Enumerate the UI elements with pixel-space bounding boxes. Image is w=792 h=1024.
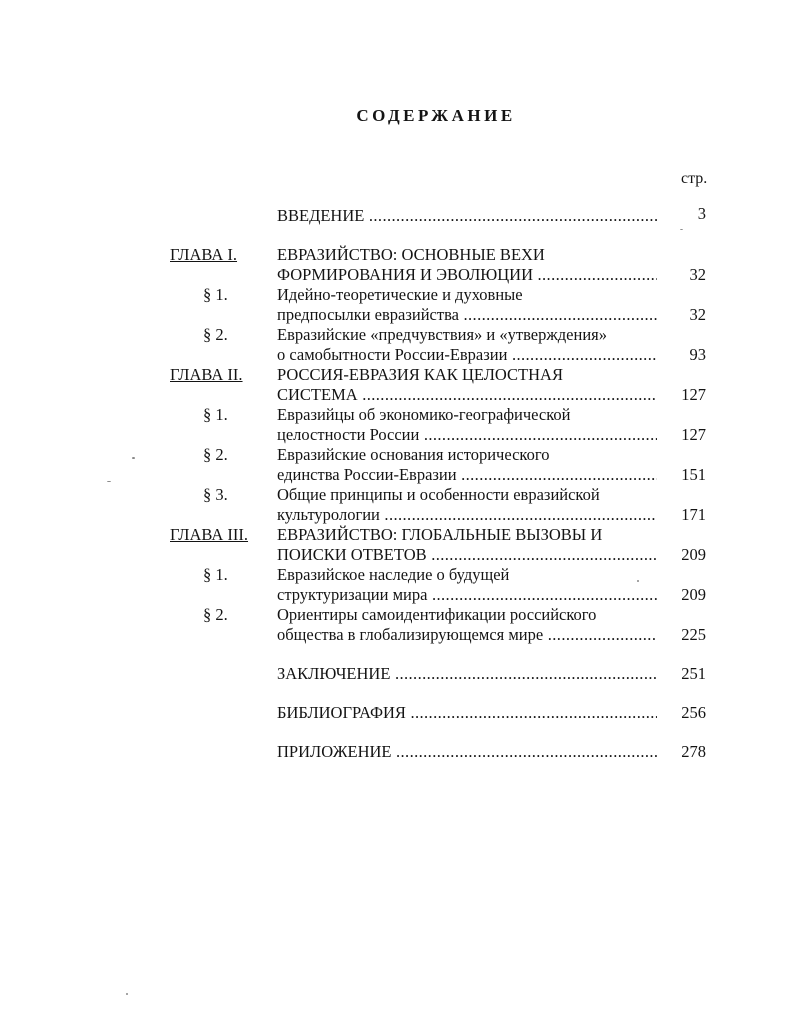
scan-speck <box>132 457 135 459</box>
toc-entry-appendix <box>0 742 792 762</box>
page-number: 209 <box>681 545 706 564</box>
section-label: § 1. <box>203 565 228 584</box>
section-label: § 2. <box>203 445 228 464</box>
entry-title: Ориентиры самоидентификации российского <box>277 605 597 624</box>
page-number: 3 <box>697 204 706 223</box>
entry-title: ВВЕДЕНИЕ ..... <box>277 206 657 226</box>
entry-title: ЗАКЛЮЧЕНИЕ ..... <box>277 664 657 684</box>
entry-title-cont: предпосылки евразийства ..... <box>277 305 657 325</box>
page-title: СОДЕРЖАНИЕ <box>356 106 516 125</box>
section-label: § 1. <box>203 285 228 304</box>
entry-title-cont: ФОРМИРОВАНИЯ И ЭВОЛЮЦИИ ..... <box>277 265 657 285</box>
page-number: 171 <box>681 505 706 524</box>
page-number: 127 <box>681 425 706 444</box>
entry-title-cont: общества в глобализирующемся мире ..... <box>277 625 657 645</box>
scan-speck <box>680 229 683 230</box>
toc-entry-chapter-1 <box>0 245 792 285</box>
entry-title: ЕВРАЗИЙСТВО: ОСНОВНЫЕ ВЕХИ <box>277 245 545 264</box>
entry-title: БИБЛИОГРАФИЯ ..... <box>277 703 657 723</box>
section-label: § 2. <box>203 605 228 624</box>
toc-entry-ch2-sec3 <box>0 485 792 525</box>
toc-entry-chapter-3 <box>0 525 792 565</box>
page-number: 127 <box>681 385 706 404</box>
section-label: § 1. <box>203 405 228 424</box>
toc-entry-ch1-sec1 <box>0 285 792 325</box>
entry-title: РОССИЯ-ЕВРАЗИЯ КАК ЦЕЛОСТНАЯ <box>277 365 563 384</box>
entry-title: ЕВРАЗИЙСТВО: ГЛОБАЛЬНЫЕ ВЫЗОВЫ И <box>277 525 603 544</box>
page-number: 209 <box>681 585 706 604</box>
page-number: 256 <box>681 703 706 722</box>
toc-entry-ch2-sec2 <box>0 445 792 485</box>
chapter-label: ГЛАВА III. <box>170 525 249 544</box>
scan-speck <box>126 993 128 995</box>
toc-entry-ch2-sec1 <box>0 405 792 445</box>
page-column-header: стр. <box>681 170 708 187</box>
entry-title: Общие принципы и особенности евразийской <box>277 485 600 504</box>
entry-title-cont: культурологии ..... <box>277 505 657 525</box>
table-of-contents <box>0 206 792 762</box>
entry-title: Евразийцы об экономико-географической <box>277 405 571 424</box>
entry-title-cont: о самобытности России-Евразии ..... <box>277 345 657 365</box>
chapter-label: ГЛАВА II. <box>170 365 243 384</box>
entry-title-cont: СИСТЕМА ..... <box>277 385 657 405</box>
toc-entry-bibliography <box>0 703 792 723</box>
page-number: 151 <box>681 465 706 484</box>
scan-speck <box>637 580 639 582</box>
toc-entry-introduction <box>0 206 792 226</box>
entry-title: ПРИЛОЖЕНИЕ ..... <box>277 742 657 762</box>
toc-entry-ch3-sec2 <box>0 605 792 645</box>
entry-title-cont: целостности России ..... <box>277 425 657 445</box>
page-number: 32 <box>689 305 706 324</box>
entry-title: Евразийское наследие о будущей <box>277 565 510 584</box>
scan-speck <box>107 481 111 482</box>
entry-title: Идейно-теоретические и духовные <box>277 285 523 304</box>
section-label: § 2. <box>203 325 228 344</box>
page-number: 93 <box>689 345 706 364</box>
page-number: 225 <box>681 625 706 644</box>
entry-title: Евразийские «предчувствия» и «утверждения» <box>277 325 607 344</box>
entry-title-cont: единства России-Евразии ..... <box>277 465 657 485</box>
page-number: 278 <box>681 742 706 761</box>
page-number: 251 <box>681 664 706 683</box>
toc-entry-ch3-sec1 <box>0 565 792 605</box>
entry-title-cont: структуризации мира ..... <box>277 585 657 605</box>
entry-title: Евразийские основания исторического <box>277 445 550 464</box>
section-label: § 3. <box>203 485 228 504</box>
chapter-label: ГЛАВА I. <box>170 245 238 264</box>
toc-entry-conclusion <box>0 664 792 684</box>
page-number: 32 <box>689 265 706 284</box>
entry-title-cont: ПОИСКИ ОТВЕТОВ ..... <box>277 545 657 565</box>
toc-entry-ch1-sec2 <box>0 325 792 365</box>
toc-entry-chapter-2 <box>0 365 792 405</box>
